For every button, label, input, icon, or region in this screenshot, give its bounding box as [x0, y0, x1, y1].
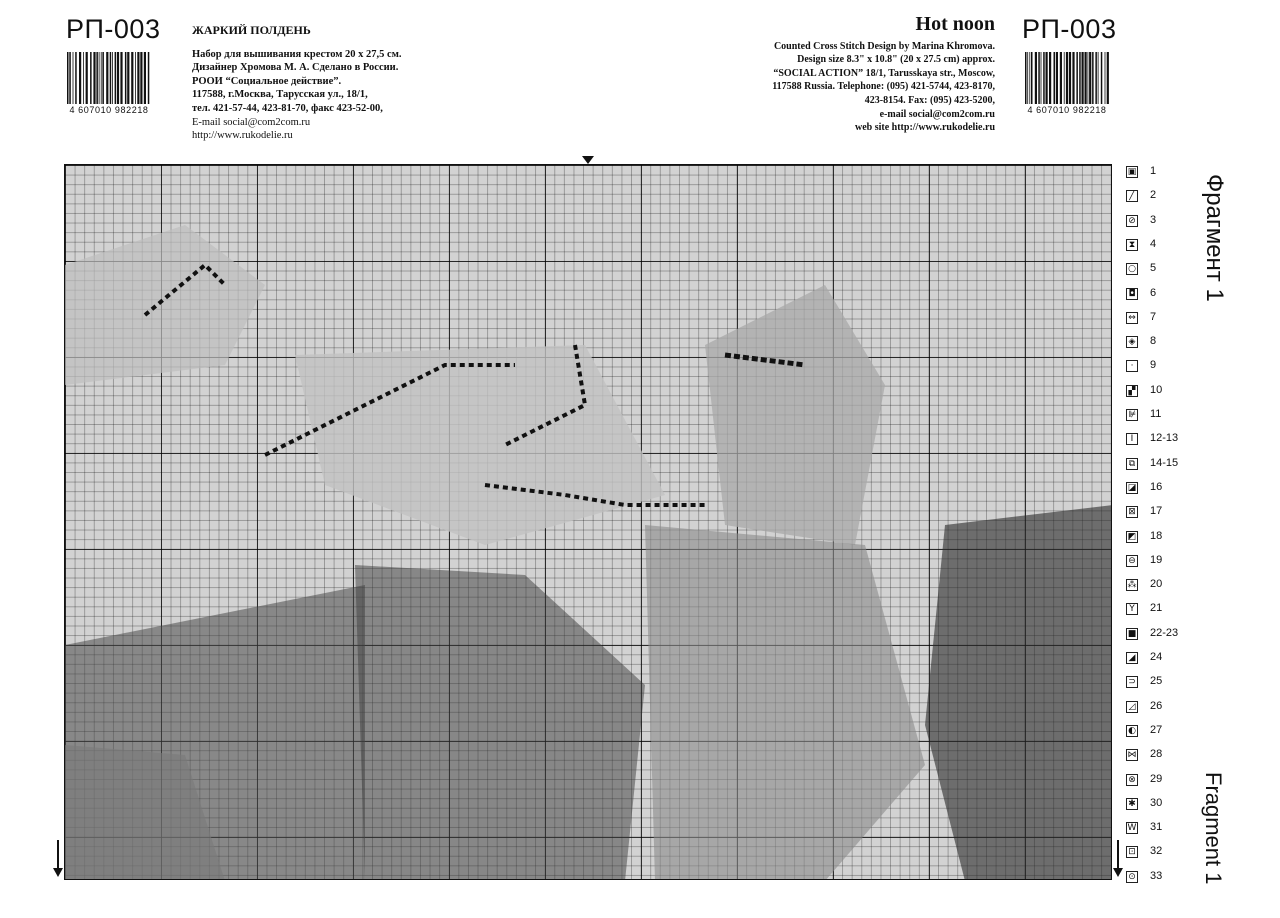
- barcode-bar: [1025, 52, 1027, 104]
- barcode-bar: [148, 52, 150, 104]
- legend-label: 22-23: [1150, 626, 1179, 639]
- legend-label: 9: [1150, 359, 1157, 372]
- legend-symbol: ▞: [1126, 385, 1138, 397]
- barcode-bar: [110, 52, 112, 104]
- legend-row: [1126, 723, 1186, 741]
- barcode-bar: [127, 52, 129, 104]
- barcode-bar: [1041, 52, 1042, 104]
- legend-row: [1126, 237, 1186, 255]
- barcode-bar: [1066, 52, 1068, 104]
- legend-row: [1126, 310, 1186, 328]
- russian-website: http://www.rukodelie.ru: [192, 130, 293, 142]
- legend-symbol: ⊯: [1126, 409, 1138, 421]
- legend-symbol: ○: [1126, 263, 1138, 275]
- legend-row: [1126, 772, 1186, 790]
- legend-row: [1126, 674, 1186, 692]
- barcode-bar: [140, 52, 142, 104]
- legend-symbol: ⊘: [1126, 215, 1138, 227]
- fragment-label-ru: Фрагмент 1: [1201, 174, 1228, 302]
- legend-symbol: ╱: [1126, 190, 1138, 202]
- cross-stitch-pattern-grid: [64, 164, 1112, 880]
- legend-label: 1: [1150, 165, 1157, 177]
- legend-label: 19: [1150, 553, 1163, 566]
- english-info-line: 117588 Russia. Telephone: (095) 421-5744, 423-8170,: [772, 81, 995, 93]
- barcode-number-right: 4 607010 982218: [1027, 105, 1107, 115]
- legend-label: 27: [1150, 723, 1163, 736]
- legend-row: [1126, 869, 1186, 887]
- legend-symbol: ✱: [1126, 798, 1138, 810]
- legend-label: 26: [1150, 699, 1163, 712]
- fragment-label-en: Fragment 1: [1201, 772, 1226, 885]
- russian-title: ЖАРКИЙ ПОЛДЕНЬ: [192, 23, 311, 37]
- barcode-number-left: 4 607010 982218: [69, 105, 149, 115]
- barcode-bar: [1029, 52, 1030, 104]
- barcode-bar: [101, 52, 102, 104]
- russian-info-block: [192, 24, 492, 143]
- barcode-bar: [1098, 52, 1099, 104]
- barcode-bar: [79, 52, 81, 104]
- legend-label: 21: [1150, 602, 1163, 615]
- legend-label: 12-13: [1150, 432, 1179, 445]
- russian-info-line: тел. 421-57-44, 423-81-70, факс 423-52-00,: [192, 102, 383, 114]
- barcode-bar: [67, 52, 69, 104]
- english-info-line: web site http://www.rukodelie.ru: [855, 122, 995, 134]
- pattern-shade-lower-center: [355, 565, 645, 880]
- legend-row: [1126, 529, 1186, 547]
- legend-row: [1126, 213, 1186, 231]
- legend-symbol: ▣: [1127, 167, 1137, 177]
- barcode-bars-left: [66, 52, 152, 104]
- legend-label: 6: [1150, 286, 1157, 299]
- center-marker-arrow-left: [53, 840, 63, 880]
- legend-symbol: I: [1126, 433, 1138, 445]
- legend-row: [1126, 480, 1186, 498]
- legend-label: 28: [1150, 748, 1163, 761]
- legend-row: [1126, 796, 1186, 814]
- barcode-bar: [99, 52, 100, 104]
- legend-row: [1126, 844, 1186, 862]
- legend-symbol: ◘: [1126, 288, 1138, 300]
- legend-row: [1126, 504, 1186, 522]
- legend-symbol: ◐: [1126, 725, 1138, 737]
- barcode-bar: [137, 52, 139, 104]
- legend-symbol: ■: [1127, 628, 1137, 639]
- legend-symbol: ⊠: [1126, 506, 1138, 518]
- legend-label: 7: [1150, 310, 1157, 323]
- legend-row: [1126, 164, 1186, 182]
- barcode-bar: [117, 52, 119, 104]
- legend-symbol: ·: [1126, 360, 1138, 372]
- legend-label: 16: [1150, 480, 1163, 493]
- legend-label: 24: [1150, 651, 1163, 663]
- barcode-bar: [86, 52, 88, 104]
- english-info-line: Design size 8.3" x 10.8" (20 x 27.5 cm) approx.: [797, 54, 995, 66]
- legend-row: [1126, 626, 1186, 644]
- barcode-bar: [1095, 52, 1097, 104]
- barcode-bar: [135, 52, 136, 104]
- product-code-right: РП-003: [1022, 14, 1117, 44]
- russian-info-line: РООИ “Социальное действие”.: [192, 75, 342, 87]
- barcode-bar: [73, 52, 74, 104]
- legend-symbol: ⋈: [1127, 750, 1137, 761]
- legend-symbol: Y: [1126, 603, 1138, 615]
- barcode-bar: [96, 52, 98, 104]
- legend-symbol: ⧗: [1126, 239, 1138, 251]
- legend-label: 30: [1150, 796, 1163, 809]
- barcode-bar: [1089, 52, 1091, 104]
- barcode-bar: [131, 52, 133, 104]
- barcode-bar: [1082, 52, 1084, 104]
- legend-row: [1126, 407, 1186, 425]
- legend-symbol: ⧉: [1126, 458, 1138, 470]
- barcode-bars-right: [1024, 52, 1110, 104]
- legend-row: [1126, 747, 1186, 765]
- barcode-bar: [102, 52, 104, 104]
- legend-row: [1126, 358, 1186, 376]
- barcode-right: [1024, 52, 1110, 114]
- barcode-bar: [106, 52, 108, 104]
- legend-row: [1126, 334, 1186, 352]
- legend-row: [1126, 699, 1186, 717]
- barcode-bar: [75, 52, 77, 104]
- barcode-bar: [1054, 52, 1056, 104]
- barcode-bar: [1060, 52, 1062, 104]
- legend-label: 29: [1150, 772, 1163, 785]
- legend-label: 3: [1150, 213, 1157, 226]
- legend-symbol: ⇔: [1126, 312, 1138, 324]
- barcode-bar: [115, 52, 117, 104]
- legend-row: [1126, 383, 1186, 401]
- legend-symbol: ⊖: [1126, 555, 1138, 567]
- russian-info-line: Набор для вышивания крестом 20 х 27,5 см.: [192, 48, 402, 60]
- legend-row: [1126, 286, 1186, 304]
- barcode-bar: [1092, 52, 1094, 104]
- legend-label: 11: [1150, 408, 1162, 420]
- legend-row: [1126, 553, 1186, 571]
- legend-label: 31: [1150, 821, 1163, 834]
- legend-label: 33: [1150, 869, 1163, 882]
- english-info-line: Counted Cross Stitch Design by Marina Khromova.: [773, 40, 995, 52]
- barcode-bar: [1079, 52, 1081, 104]
- barcode-bar: [1088, 52, 1089, 104]
- barcode-bar: [144, 52, 146, 104]
- barcode-bar: [1049, 52, 1051, 104]
- legend-label: 5: [1150, 262, 1157, 275]
- legend-label: 2: [1150, 189, 1157, 202]
- pattern-shade-lower-right: [925, 505, 1112, 880]
- barcode-bar: [69, 52, 71, 104]
- barcode-bar: [1046, 52, 1048, 104]
- barcode-bar: [1038, 52, 1040, 104]
- legend-symbol: ◈: [1126, 336, 1138, 348]
- legend-symbol: ⊗: [1126, 774, 1138, 786]
- legend-row: [1126, 456, 1186, 474]
- legend-label: 8: [1150, 335, 1157, 348]
- russian-email: E-mail social@com2com.ru: [192, 116, 311, 128]
- legend-row: [1126, 601, 1186, 619]
- barcode-bar: [1069, 52, 1071, 104]
- barcode-bar: [1031, 52, 1033, 104]
- barcode-bar: [1056, 52, 1058, 104]
- barcode-bar: [1072, 52, 1074, 104]
- pattern-shade-lower-middle: [645, 525, 925, 880]
- russian-info-line: Дизайнер Хромова М. А. Сделано в России.: [192, 62, 399, 74]
- product-code-left: РП-003: [66, 14, 161, 44]
- legend-label: 4: [1150, 237, 1157, 250]
- barcode-bar: [1076, 52, 1078, 104]
- legend-symbol: ⊃: [1126, 676, 1138, 688]
- barcode-bar: [125, 52, 127, 104]
- barcode-bar: [1064, 52, 1065, 104]
- barcode-bar: [1105, 52, 1106, 104]
- english-info-line: e-mail social@com2com.ru: [879, 108, 995, 120]
- legend-label: 17: [1150, 505, 1163, 518]
- english-title: Hot noon: [915, 13, 995, 35]
- pattern-shade-upper-left: [65, 225, 265, 385]
- center-marker-arrow-top: [582, 156, 594, 164]
- barcode-bar: [112, 52, 113, 104]
- english-info-line: “SOCIAL ACTION” 18/1, Tarusskaya str., Moscow,: [773, 67, 995, 79]
- barcode-bar: [1043, 52, 1045, 104]
- barcode-bar: [1101, 52, 1103, 104]
- english-info-line: 423-8154. Fax: (095) 423-5200,: [864, 94, 995, 106]
- barcode-left: [66, 52, 152, 114]
- english-info-block: [695, 13, 995, 135]
- legend-symbol: ◢: [1126, 652, 1138, 664]
- russian-info-line: 117588, г.Москва, Тарусская ул., 18/1,: [192, 89, 368, 101]
- legend-row: [1126, 820, 1186, 838]
- legend-symbol: ⁂: [1127, 580, 1137, 591]
- barcode-bar: [120, 52, 122, 104]
- barcode-bar: [90, 52, 92, 104]
- barcode-bar: [1027, 52, 1028, 104]
- barcode-bar: [93, 52, 95, 104]
- legend-row: [1126, 261, 1186, 279]
- pattern-shade-right-upper: [705, 285, 885, 545]
- legend-label: 32: [1150, 845, 1163, 858]
- legend-label: 14-15: [1150, 456, 1179, 469]
- barcode-bar: [1085, 52, 1087, 104]
- legend-symbol: ◿: [1126, 701, 1138, 713]
- legend-label: 10: [1150, 383, 1163, 396]
- barcode-bar: [1035, 52, 1037, 104]
- legend-label: 25: [1150, 675, 1163, 688]
- legend-label: 18: [1150, 529, 1163, 542]
- legend-symbol: ◩: [1127, 531, 1137, 542]
- legend-symbol: ⊡: [1126, 846, 1138, 858]
- barcode-bar: [83, 52, 84, 104]
- legend-row: [1126, 650, 1186, 668]
- pattern-shade-center: [295, 345, 665, 545]
- legend-symbol: ⊙: [1126, 871, 1138, 883]
- center-marker-arrow-right: [1113, 840, 1123, 880]
- legend-row: [1126, 188, 1186, 206]
- legend-symbol: W: [1127, 823, 1137, 834]
- legend-row: [1126, 431, 1186, 449]
- barcode-bar: [1107, 52, 1109, 104]
- legend-label: 20: [1150, 578, 1163, 591]
- legend-row: [1126, 577, 1186, 595]
- pattern-shading: [65, 165, 1112, 880]
- legend-symbol: ◪: [1127, 482, 1137, 493]
